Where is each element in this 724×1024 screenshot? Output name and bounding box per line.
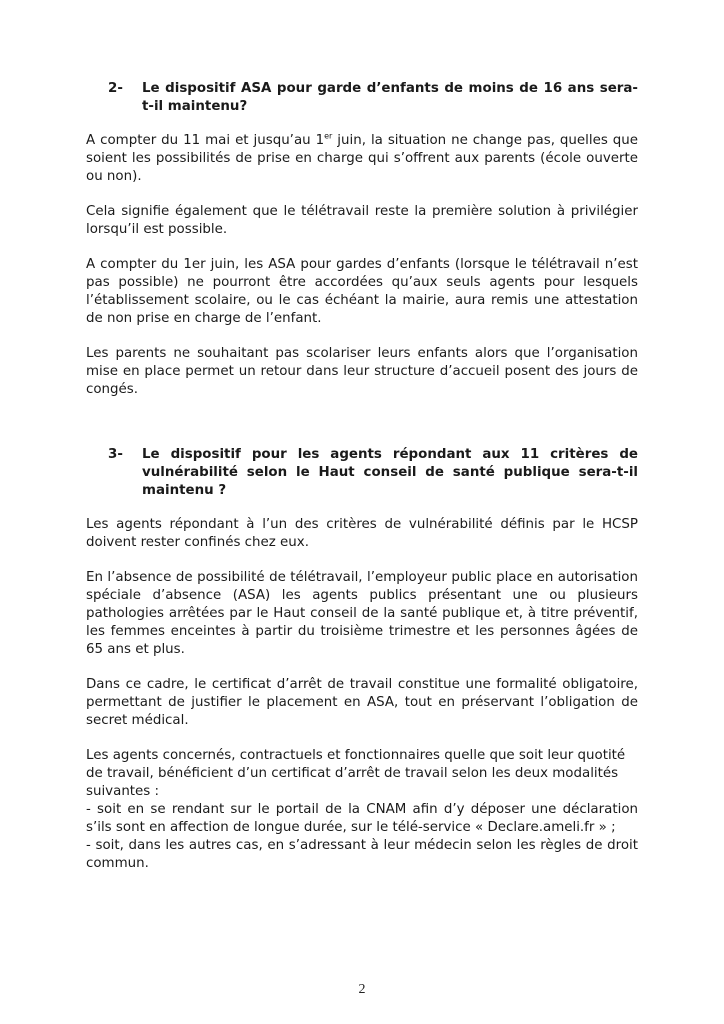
section-3-paragraph-4: Les agents concernés, contractuels et fonctionnaires quelle que soit leur quotité de travail, bénéficient d’un certificat d’arrêt de travail selon les deux modalités suivantes : (86, 748, 626, 799)
section-2-paragraph-3: A compter du 1er juin, les ASA pour gardes d’enfants (lorsque le télétravail n’est pas possible) ne pourront être accordées qu’aux seuls agents pour lesquels l’établissement scolaire, ou le cas échéant la mairie, aura remis une attestation de non prise en charge de l’enfant. (86, 257, 638, 326)
section-2-number: 2- (108, 81, 123, 96)
section-3-paragraph-3: Dans ce cadre, le certificat d’arrêt de travail constitue une formalité obligatoire, permettant de justifier le placement en ASA, tout en préservant l’obligation de secret médical. (86, 677, 638, 728)
section-2-paragraph-1-end: juin, la situation ne change pas, quelles que soient les possibilités de prise en charge qui s’offrent aux parents (école ouverte ou non). (86, 133, 638, 184)
section-2-paragraph-1-superscript: er (324, 131, 333, 141)
page-number: 2 (358, 982, 366, 997)
section-3-heading (108, 446, 638, 500)
section-3-bullet-2: - soit, dans les autres cas, en s’adressant à leur médecin selon les règles de droit commun. (86, 838, 638, 871)
section-3-bullet-1: - soit en se rendant sur le portail de la CNAM afin d’y déposer une déclaration s’ils sont en affection de longue durée, sur le télé-service « Declare.ameli.fr » ; (86, 802, 638, 835)
section-3-number: 3- (108, 447, 123, 462)
document-body (86, 80, 638, 873)
section-3-paragraph-1: Les agents répondant à l’un des critères de vulnérabilité définis par le HCSP doivent rester confinés chez eux. (86, 517, 638, 550)
section-2-paragraph-1 (86, 132, 638, 186)
section-2-paragraph-4: Les parents ne souhaitant pas scolariser leurs enfants alors que l’organisation mise en place permet un retour dans leur structure d’accueil posent des jours de congés. (86, 346, 638, 397)
section-spacer (86, 416, 638, 446)
section-2-title: Le dispositif ASA pour garde d’enfants de moins de 16 ans sera-t-il maintenu? (142, 81, 638, 114)
section-3-paragraph-2: En l’absence de possibilité de télétravail, l’employeur public place en autorisation spéciale d’absence (ASA) les agents publics présentant une ou plusieurs pathologies arrêtées par le Haut conseil de la santé publique et, à titre préventif, les femmes enceintes à partir du troisième trimestre et les personnes âgées de 65 ans et plus. (86, 570, 638, 657)
section-3-title: Le dispositif pour les agents répondant aux 11 critères de vulnérabilité selon le Haut conseil de santé publique sera-t-il maintenu ? (142, 447, 638, 498)
section-2-heading (108, 80, 638, 116)
section-2-paragraph-1-start: A compter du 11 mai et jusqu’au 1 (86, 133, 325, 148)
section-2-paragraph-2: Cela signifie également que le télétravail reste la première solution à privilégier lorsqu’il est possible. (86, 204, 638, 237)
